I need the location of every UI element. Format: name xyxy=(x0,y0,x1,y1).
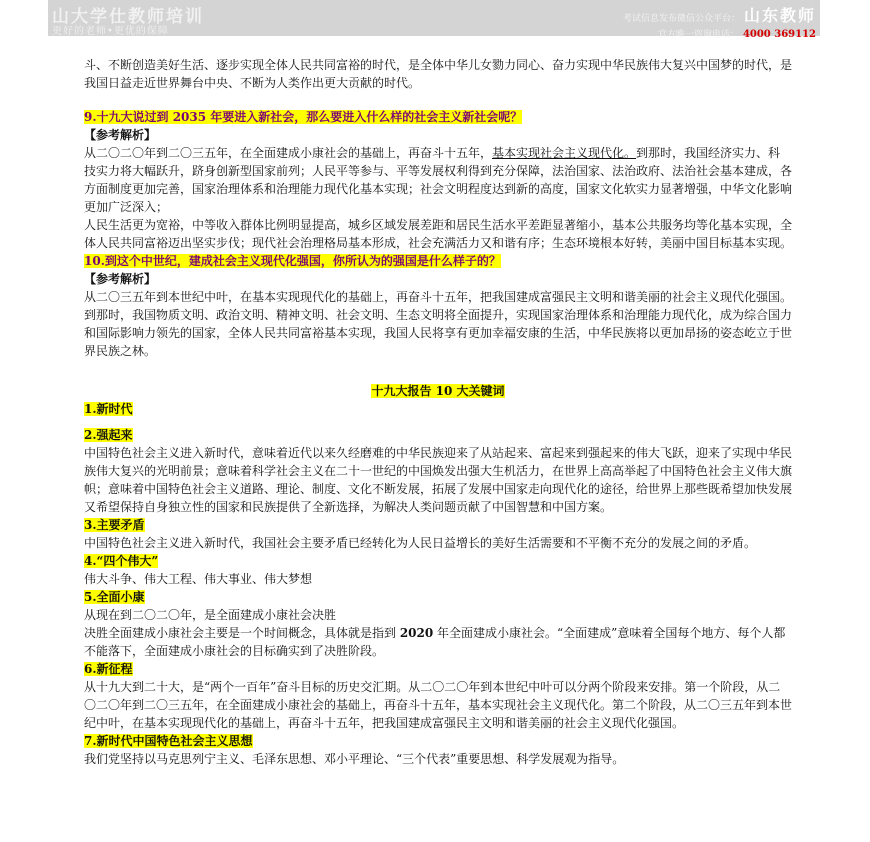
keyword-3-heading: 3.主要矛盾 xyxy=(84,518,145,532)
keyword-5-text-1: 从现在到二〇二〇年，是全面建成小康社会决胜 xyxy=(84,608,337,622)
answer-9-paragraph-1: 从二〇二〇年到二〇三五年，在全面建成小康社会的基础上，再奋斗十五年，基本实现社会主义现代化。到那时，我国经济实力、科技实力将大幅跃升，跻身创新型国家前列；人民平等参与、平等发展权利得到充分保障，法治国家、法治政府、法治社会基本建成，各方面制度更加完善，国家治理体系和治理能力现代化基本实现；社会文明程度达到新的高度，国家文化软实力显著增强，中华文化影响更加广泛深入； xyxy=(84,146,793,214)
question-10-text: 10.到这个中世纪，建成社会主义现代化强国，你所认为的强国是什么样子的？ xyxy=(84,254,501,268)
keyword-5-text-2: 决胜全面建成小康社会主要是一个时间概念，具体就是指到 2020 年全面建成小康社会。“全面建成”意味着全国每个地方、每个人都不能落下，全面建成小康社会的目标确实到了决胜阶段。 xyxy=(84,626,786,658)
answer-9-paragraph-2: 人民生活更为宽裕，中等收入群体比例明显提高，城乡区域发展差距和居民生活水平差距显著缩小，基本公共服务均等化基本实现，全体人民共同富裕迈出坚实步伐；现代社会治理格局基本形成，社会充满活力又和谐有序；生态环境根本好转，美丽中国目标基本实现。 xyxy=(84,218,793,250)
intro-paragraph: 斗、不断创造美好生活、逐步实现全体人民共同富裕的时代，是全体中华儿女勠力同心、奋力实现中华民族伟大复兴中国梦的时代，是我国日益走近世界舞台中央、不断为人类作出更大贡献的时代。 xyxy=(84,58,793,90)
keyword-2-text: 中国特色社会主义进入新时代，意味着近代以来久经磨难的中华民族迎来了从站起来、富起来到强起来的伟大飞跃，迎来了实现中华民族伟大复兴的光明前景；意味着科学社会主义在二十一世纪的中国焕发出强大生机活力，在世界上高高举起了中国特色社会主义伟大旗帜；意味着中国特色社会主义道路、理论、制度、文化不断发展，拓展了发展中国家走向现代化的途径，给世界上那些既希望加快发展又希望保持自身独立性的国家和民族提供了全新选择，为解决人类问题贡献了中国智慧和中国方案。 xyxy=(84,446,793,514)
keyword-5 xyxy=(84,588,792,606)
hotline-label: 官方唯一咨询电话： xyxy=(657,30,739,40)
keyword-1 xyxy=(84,400,792,418)
brand-right-text: 山东教师 xyxy=(743,6,816,25)
keyword-3-text: 中国特色社会主义进入新时代，我国社会主要矛盾已经转化为人民日益增长的美好生活需要和不平衡不充分的发展之间的矛盾。 xyxy=(84,536,757,550)
header-contact xyxy=(623,3,816,40)
question-9 xyxy=(84,108,792,126)
keyword-7-heading: 7.新时代中国特色社会主义思想 xyxy=(84,734,253,748)
keyword-1-heading: 1.新时代 xyxy=(84,402,133,416)
brand-slogan: 更好的老师•更优的保障 xyxy=(52,26,169,37)
answer-10-paragraph-1: 从二〇三五年到本世纪中叶，在基本实现现代化的基础上，再奋斗十五年，把我国建成富强民主文明和谐美丽的社会主义现代化强国。 xyxy=(84,290,793,304)
question-10 xyxy=(84,252,792,270)
keyword-3 xyxy=(84,516,792,534)
answer-10-paragraph-2: 到那时，我国物质文明、政治文明、精神文明、社会文明、生态文明将全面提升，实现国家治理体系和治理能力现代化，成为综合国力和国际影响力领先的国家，全体人民共同富裕基本实现，我国人民将享有更加幸福安康的生活，中华民族将以更加昂扬的姿态屹立于世界民族之林。 xyxy=(84,308,793,358)
keyword-6 xyxy=(84,660,792,678)
keyword-7-text: 我们党坚持以马克思列宁主义、毛泽东思想、邓小平理论、“三个代表”重要思想、科学发展观为指导。 xyxy=(84,752,625,766)
underlined-text: 基本实现社会主义现代化。 xyxy=(492,146,637,160)
keywords-section xyxy=(84,382,792,400)
keyword-4-text: 伟大斗争、伟大工程、伟大事业、伟大梦想 xyxy=(84,572,313,586)
keyword-6-heading: 6.新征程 xyxy=(84,662,133,676)
document-body xyxy=(84,56,792,768)
keyword-2-heading: 2.强起来 xyxy=(84,428,133,442)
question-9-text: 9.十九大说过到 2035 年要进入新社会，那么要进入什么样的社会主义新社会呢？ xyxy=(84,110,523,124)
brand-logo-text: 山大学仕教师培训 xyxy=(52,7,204,27)
answer-label-9: 【参考解析】 xyxy=(84,128,157,142)
section-title: 十九大报告 10 大关键词 xyxy=(371,384,505,398)
keyword-6-text: 从十九大到二十大，是“两个一百年”奋斗目标的历史交汇期。从二〇二〇年到本世纪中叶可以分两个阶段来安排。第一个阶段，从二〇二〇年到二〇三五年，在全面建成小康社会的基础上，再奋斗十五年，基本实现社会主义现代化。第二个阶段，从二〇三五年到本世纪中叶，在基本实现现代化的基础上，再奋斗十五年，把我国建成富强民主文明和谐美丽的社会主义现代化强国。 xyxy=(84,680,793,730)
keyword-2 xyxy=(84,426,792,444)
keyword-5-heading: 5.全面小康 xyxy=(84,590,145,604)
hotline-number: 4000 369112 xyxy=(742,29,816,40)
info-platform-label: 考试信息发布微信公众平台： xyxy=(622,14,740,24)
keyword-4-heading: 4.“四个伟大” xyxy=(84,554,159,568)
keyword-7 xyxy=(84,732,792,750)
keyword-4 xyxy=(84,552,792,570)
page-header xyxy=(48,0,820,40)
answer-label-10: 【参考解析】 xyxy=(84,272,157,286)
